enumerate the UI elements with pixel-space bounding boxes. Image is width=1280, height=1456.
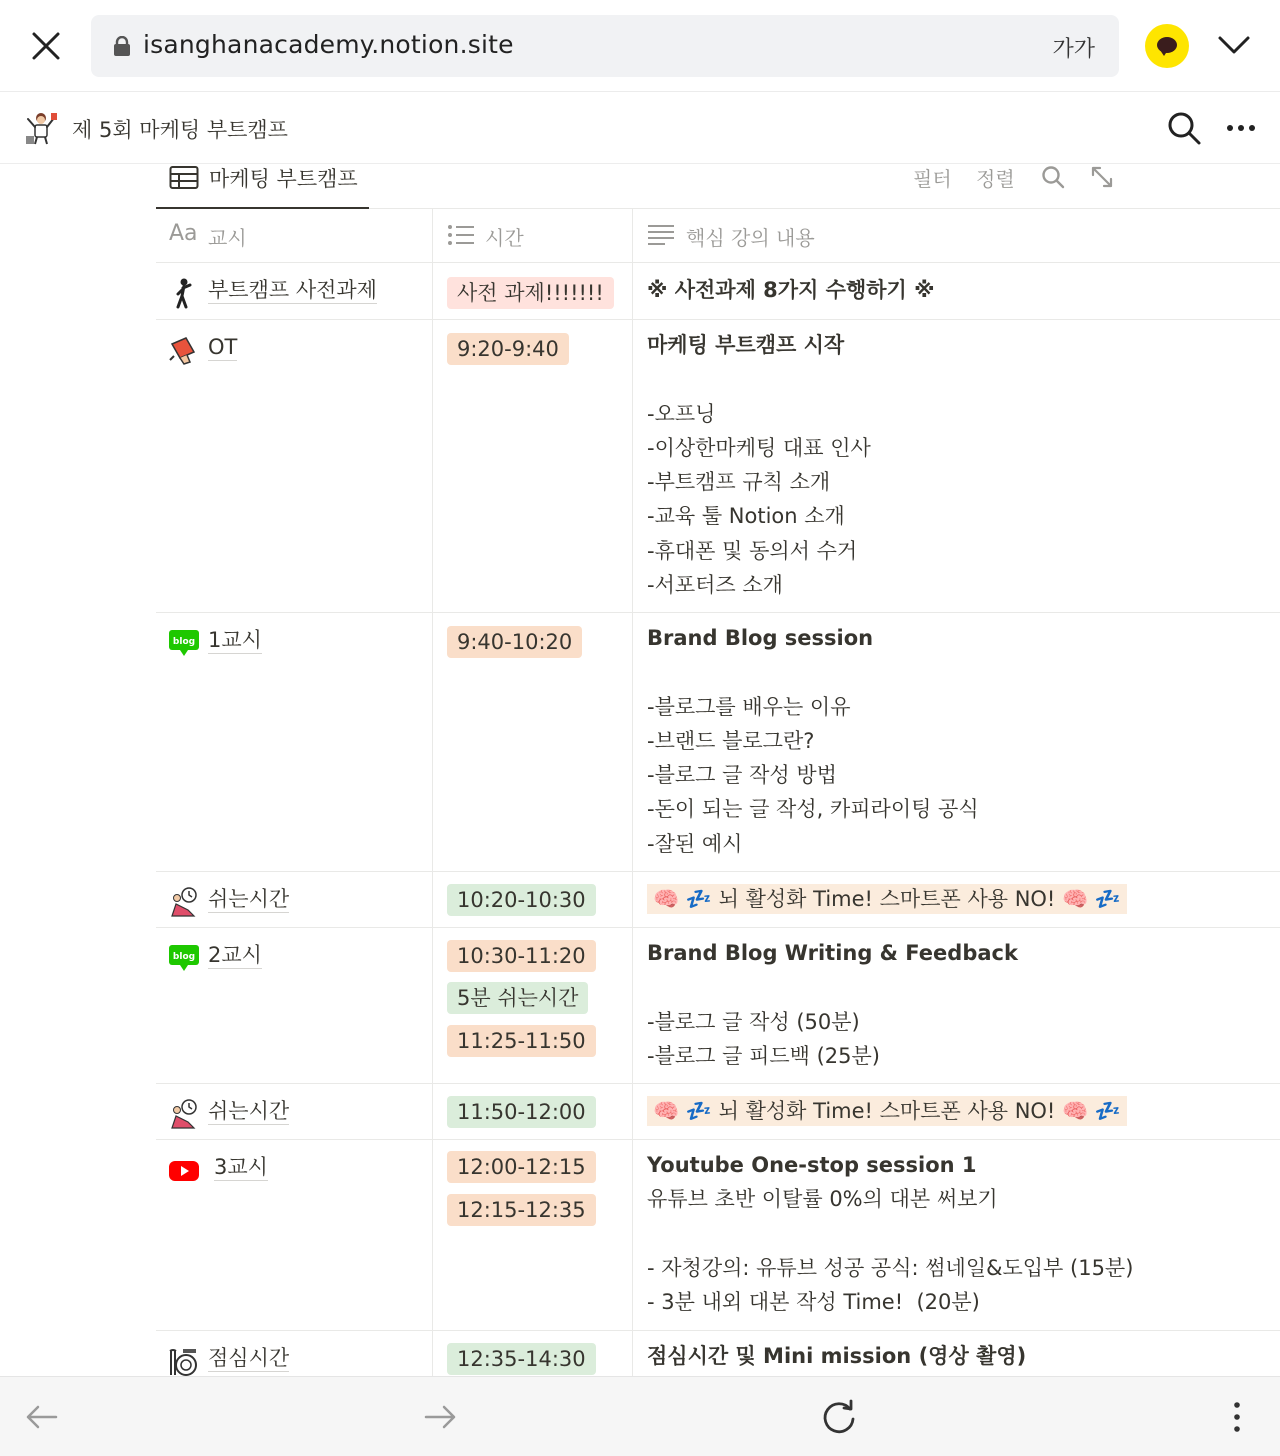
row-content: 마케팅 부트캠프 시작 -오프닝 -이상한마케팅 대표 인사 -부트캠프 규칙 소개 -교육 툴 Notion 소개 -휴대폰 및 동의서 수거 -서포터즈 소개 — [647, 333, 871, 598]
time-tag: 10:20-10:30 — [447, 884, 596, 916]
table-row[interactable] — [156, 613, 1280, 872]
expand-icon[interactable] — [1089, 164, 1115, 190]
row-name[interactable]: 1교시 — [208, 628, 262, 652]
row-name[interactable]: 3교시 — [214, 1155, 268, 1179]
close-icon[interactable] — [26, 26, 66, 66]
row-content: 점심시간 및 Mini mission (영상 촬영) — [647, 1344, 1027, 1368]
lock-icon — [113, 36, 131, 56]
row-name[interactable]: OT — [208, 335, 238, 359]
table-row[interactable] — [156, 928, 1280, 1084]
refresh-icon[interactable] — [819, 1397, 859, 1437]
column-header-content[interactable]: 핵심 강의 내용 — [633, 209, 1280, 262]
svg-text:blog: blog — [172, 952, 196, 962]
browser-toolbar — [0, 0, 1280, 92]
row-name[interactable]: 쉬는시간 — [208, 1099, 290, 1123]
time-tag: 5분 쉬는시간 — [447, 982, 588, 1014]
highlight-notice: 🧠 💤 뇌 활성화 Time! 스마트폰 사용 NO! 🧠 💤 — [647, 1096, 1127, 1126]
text-size-button[interactable]: 가가 — [1052, 37, 1095, 62]
database-view-bar — [156, 164, 1280, 209]
address-bar[interactable] — [91, 15, 1119, 77]
page-title[interactable]: 제 5회 마케팅 부트캠프 — [72, 118, 288, 142]
table-row[interactable] — [156, 872, 1280, 928]
time-tag: 9:40-10:20 — [447, 626, 582, 658]
browser-bottom-bar — [0, 1376, 1280, 1456]
page-emoji-icon — [24, 110, 60, 146]
notion-header — [0, 92, 1280, 164]
more-options-icon[interactable] — [1222, 112, 1262, 144]
row-name[interactable]: 부트캠프 사전과제 — [208, 278, 377, 302]
time-tag: 10:30-11:20 — [447, 940, 596, 972]
svg-text:blog: blog — [172, 637, 196, 647]
chevron-down-icon[interactable] — [1214, 28, 1254, 64]
blog-icon — [168, 627, 200, 659]
highlight-notice: 🧠 💤 뇌 활성화 Time! 스마트폰 사용 NO! 🧠 💤 — [647, 884, 1127, 914]
time-tag: 12:15-12:35 — [447, 1194, 596, 1226]
blog-icon — [168, 942, 200, 974]
forward-arrow-icon[interactable] — [420, 1397, 460, 1437]
row-content: ※ 사전과제 8가지 수행하기 ※ — [647, 278, 935, 302]
view-tab-label: 마케팅 부트캠프 — [209, 167, 358, 191]
search-icon[interactable] — [1164, 108, 1204, 148]
resting-icon — [168, 886, 200, 918]
row-content: Youtube One-stop session 1 유튜브 초반 이탈률 0%의 대본 써보기 - 자청강의: 유튜브 성공 공식: 썸네일&도입부 (15분) - 3분 내외 대본 작성 Time! (20분) — [647, 1153, 1134, 1315]
sort-button[interactable]: 정렬 — [976, 167, 1015, 191]
row-name[interactable]: 쉬는시간 — [208, 887, 290, 911]
row-content: Brand Blog session -블로그를 배우는 이유 -브랜드 블로그란? -블로그 글 작성 방법 -돈이 되는 글 작성, 카피라이팅 공식 -잘된 예시 — [647, 626, 979, 856]
time-tag: 11:50-12:00 — [447, 1096, 596, 1128]
time-tag: 12:00-12:15 — [447, 1151, 596, 1183]
lunch-icon — [168, 1345, 200, 1377]
view-tab-table[interactable] — [156, 164, 369, 209]
back-arrow-icon[interactable] — [22, 1397, 62, 1437]
person-walking-icon — [168, 277, 200, 309]
table-row[interactable] — [156, 320, 1280, 613]
search-icon[interactable] — [1040, 164, 1066, 190]
resting-icon — [168, 1098, 200, 1130]
table-row[interactable] — [156, 1140, 1280, 1331]
table-header — [156, 209, 1280, 263]
row-name[interactable]: 2교시 — [208, 943, 262, 967]
table-icon — [169, 165, 199, 191]
column-header-time[interactable]: 시간 — [433, 209, 633, 262]
table-row[interactable] — [156, 263, 1280, 320]
time-tag: 사전 과제!!!!!!! — [447, 277, 614, 309]
time-tag: 9:20-9:40 — [447, 333, 569, 365]
list-icon — [447, 223, 475, 252]
megaphone-icon — [168, 334, 200, 366]
menu-kebab-icon[interactable] — [1217, 1397, 1257, 1437]
row-content: Brand Blog Writing & Feedback -블로그 글 작성 (50분) -블로그 글 피드백 (25분) — [647, 941, 1018, 1068]
table-row[interactable] — [156, 1084, 1280, 1140]
row-name[interactable]: 점심시간 — [208, 1346, 290, 1370]
kakao-chat-icon[interactable] — [1145, 24, 1189, 68]
time-tag: 11:25-11:50 — [447, 1025, 596, 1057]
youtube-icon — [168, 1154, 200, 1186]
column-header-name[interactable]: Aa 교시 — [156, 209, 433, 262]
time-tag: 12:35-14:30 — [447, 1343, 596, 1375]
text-property-icon: Aa — [169, 221, 198, 246]
text-lines-icon — [647, 223, 675, 252]
url-text[interactable]: isanghanacademy.notion.site — [143, 30, 514, 59]
filter-button[interactable]: 필터 — [913, 167, 952, 191]
